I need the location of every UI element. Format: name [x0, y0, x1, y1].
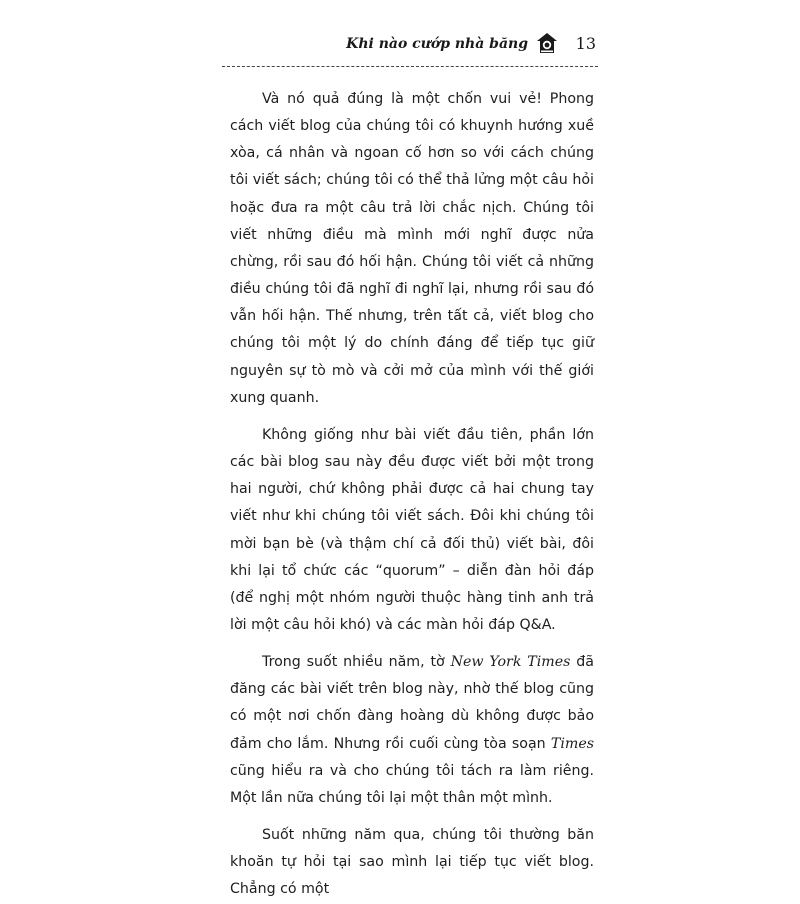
publication-name: Times — [550, 735, 594, 752]
paragraph-text: Suốt những năm qua, chúng tôi thường băn khoăn tự hỏi tại sao mình lại tiếp tục viết blog. Chẳng có một — [230, 827, 594, 898]
page-header — [222, 30, 598, 64]
house-emblem-icon — [536, 32, 558, 54]
body-text — [230, 86, 594, 904]
paragraph-text: Và nó quả đúng là một chốn vui vẻ! Phong cách viết blog của chúng tôi có khuynh hướng xuề xòa, cá nhân và ngoan cố hơn so với cách chúng tôi viết sách; chúng tôi có thể thả lửng một câu hỏi hoặc đưa ra một câu trả lời chắc nịch. Chúng tôi viết những điều mà mình mới nghĩ được nửa chừng, rồi sau đó hối hận. Chúng tôi viết cả những điều chúng tôi đã nghĩ đi nghĩ lại, nhưng rồi sau đó vẫn hối hận. Thế nhưng, trên tất cả, viết blog cho chúng tôi một lý do chính đáng để tiếp tục giữ nguyên sự tò mò và cởi mở của mình với thế giới xung quanh. — [230, 91, 594, 406]
header-divider — [222, 66, 598, 67]
running-title: Khi nào cướp nhà băng — [346, 36, 528, 52]
paragraph-text: Trong suốt nhiều năm, tờ — [262, 654, 451, 671]
paragraph-text: Không giống như bài viết đầu tiên, phần lớn các bài blog sau này đều được viết bởi một trong hai người, chứ không phải được cả hai chung tay viết như khi chúng tôi viết sách. Đôi khi chúng tôi mời bạn bè (và thậm chí cả đối thủ) viết bài, đôi khi lại tổ chức các “quorum” – diễn đàn hỏi đáp (để nghị một nhóm người thuộc hàng tinh anh trả lời một câu hỏi khó) và các màn hỏi đáp Q&A. — [230, 426, 594, 633]
paragraph-text: đã đăng các bài viết trên blog này, nhờ thế blog cũng có một nơi chốn đàng hoàng dù không được bảo đảm cho lắm. Nhưng rồi cuối cùng tòa soạn — [230, 654, 594, 752]
paragraph-2 — [230, 422, 594, 639]
paragraph-1 — [230, 86, 594, 412]
publication-name: New York Times — [450, 654, 571, 671]
paragraph-text: cũng hiểu ra và cho chúng tôi tách ra làm riêng. Một lần nữa chúng tôi lại một thân một mình. — [230, 762, 594, 806]
paragraph-4 — [230, 822, 594, 903]
page-number: 13 — [575, 34, 596, 53]
paragraph-3 — [230, 649, 594, 812]
